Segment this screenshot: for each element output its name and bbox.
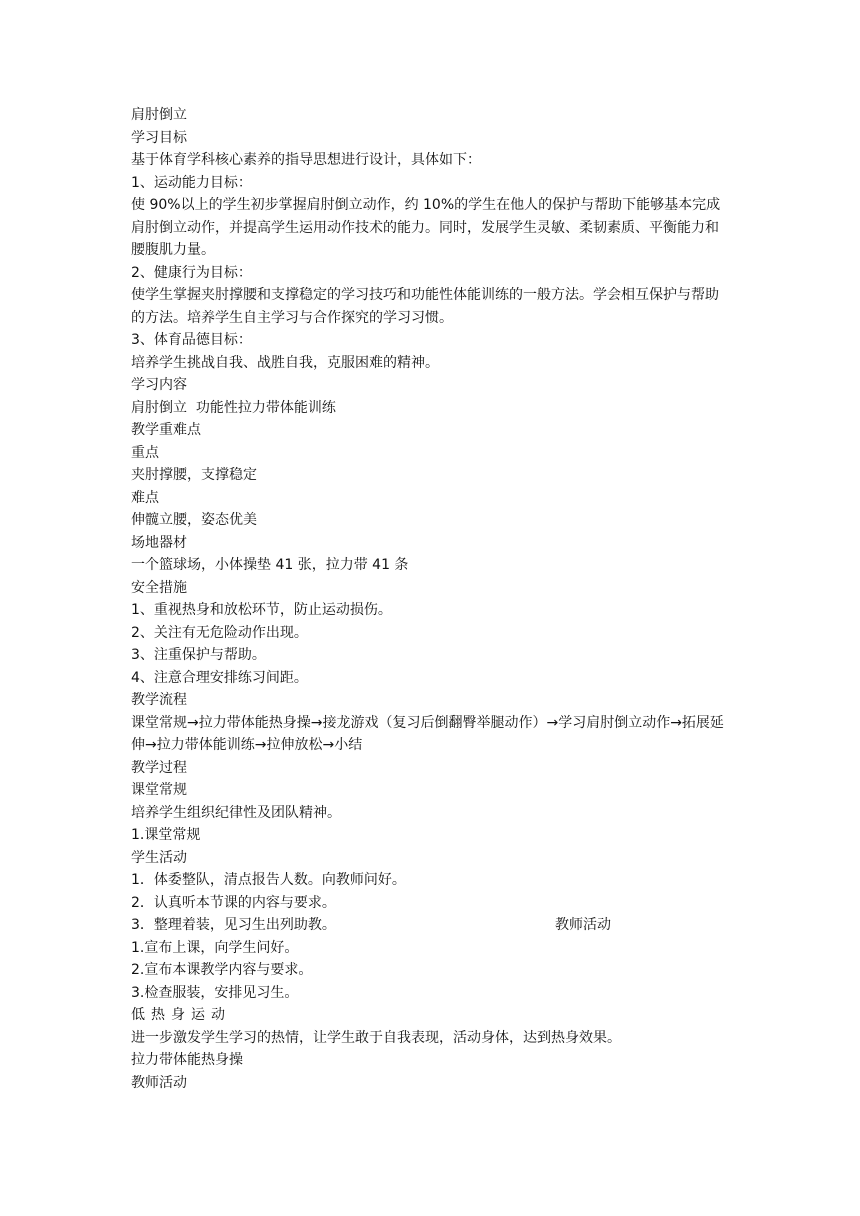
heading-objectives: 学习目标 <box>131 129 187 146</box>
routine-goal: 培养学生组织纪律性及团队精神。 <box>131 804 341 821</box>
teacher-activity-label: 教师活动 <box>555 917 611 933</box>
safety-item: 1、重视热身和放松环节，防止运动损伤。 <box>131 602 392 618</box>
heading-equipment: 场地器材 <box>131 534 187 551</box>
objective-1-text: 使 90%以上的学生初步掌握肩肘倒立动作，约 10%的学生在他人的保护与帮助下能够基本完成肩肘倒立动作，并提高学生运用动作技术的能力。同时，发展学生灵敏、柔韧素质、平衡能力和腰腹肌力量。 <box>131 197 721 258</box>
heading-routine: 课堂常规 <box>131 782 187 798</box>
heading-student-activity: 学生活动 <box>131 849 187 866</box>
heading-content: 学习内容 <box>131 377 187 393</box>
student-item-row <box>131 914 731 937</box>
flow-text: 课堂常规→拉力带体能热身操→接龙游戏（复习后倒翻臀举腿动作）→学习肩肘倒立动作→拓展延伸→拉力带体能训练→拉伸放松→小结 <box>131 714 724 753</box>
objective-1-heading: 1、运动能力目标： <box>131 174 252 191</box>
student-item: 1．体委整队，清点报告人数。向教师问好。 <box>131 872 406 888</box>
warmup-goal: 进一步激发学生学习的热情，让学生敢于自我表现，活动身体，达到热身效果。 <box>131 1029 621 1046</box>
heading-band-warmup: 拉力带体能热身操 <box>131 1052 243 1068</box>
doc-title: 肩肘倒立 <box>131 107 187 123</box>
heading-flow: 教学流程 <box>131 692 187 708</box>
objective-2-text: 使学生掌握夹肘撑腰和支撑稳定的学习技巧和功能性体能训练的一般方法。学会相互保护与帮助的方法。培养学生自主学习与合作探究的学习习惯。 <box>131 287 719 326</box>
routine-sub: 1.课堂常规 <box>131 827 201 843</box>
heading-keypoints: 教学重难点 <box>131 422 201 438</box>
intro-text: 基于体育学科核心素养的指导思想进行设计，具体如下： <box>131 152 481 168</box>
content-text: 肩肘倒立 功能性拉力带体能训练 <box>131 399 336 416</box>
heading-difficult: 难点 <box>131 489 159 506</box>
student-item: 2．认真听本节课的内容与要求。 <box>131 894 336 911</box>
teacher-item: 1.宣布上课，向学生问好。 <box>131 939 299 956</box>
heading-warmup: 低热身运动 <box>131 1007 231 1023</box>
safety-item: 4、注意合理安排练习间距。 <box>131 669 308 686</box>
document-page <box>131 104 731 1094</box>
teacher-item: 2.宣布本课教学内容与要求。 <box>131 962 313 978</box>
equipment-text: 一个篮球场，小体操垫 41 张，拉力带 41 条 <box>131 557 409 573</box>
heading-process: 教学过程 <box>131 759 187 776</box>
safety-item: 3、注重保护与帮助。 <box>131 647 266 663</box>
teacher-activity-label-2: 教师活动 <box>131 1074 187 1091</box>
safety-item: 2、关注有无危险动作出现。 <box>131 624 308 641</box>
difficult-text: 伸髋立腰，姿态优美 <box>131 512 257 528</box>
objective-3-text: 培养学生挑战自我、战胜自我，克服困难的精神。 <box>131 354 439 371</box>
objective-2-heading: 2、健康行为目标： <box>131 264 252 281</box>
student-item: 3．整理着装，见习生出列助教。 <box>131 917 336 933</box>
objective-3-heading: 3、体育品德目标： <box>131 332 252 348</box>
key-text: 夹肘撑腰，支撑稳定 <box>131 467 257 483</box>
heading-key: 重点 <box>131 444 159 461</box>
heading-safety: 安全措施 <box>131 579 187 596</box>
teacher-item: 3.检查服装，安排见习生。 <box>131 984 299 1001</box>
